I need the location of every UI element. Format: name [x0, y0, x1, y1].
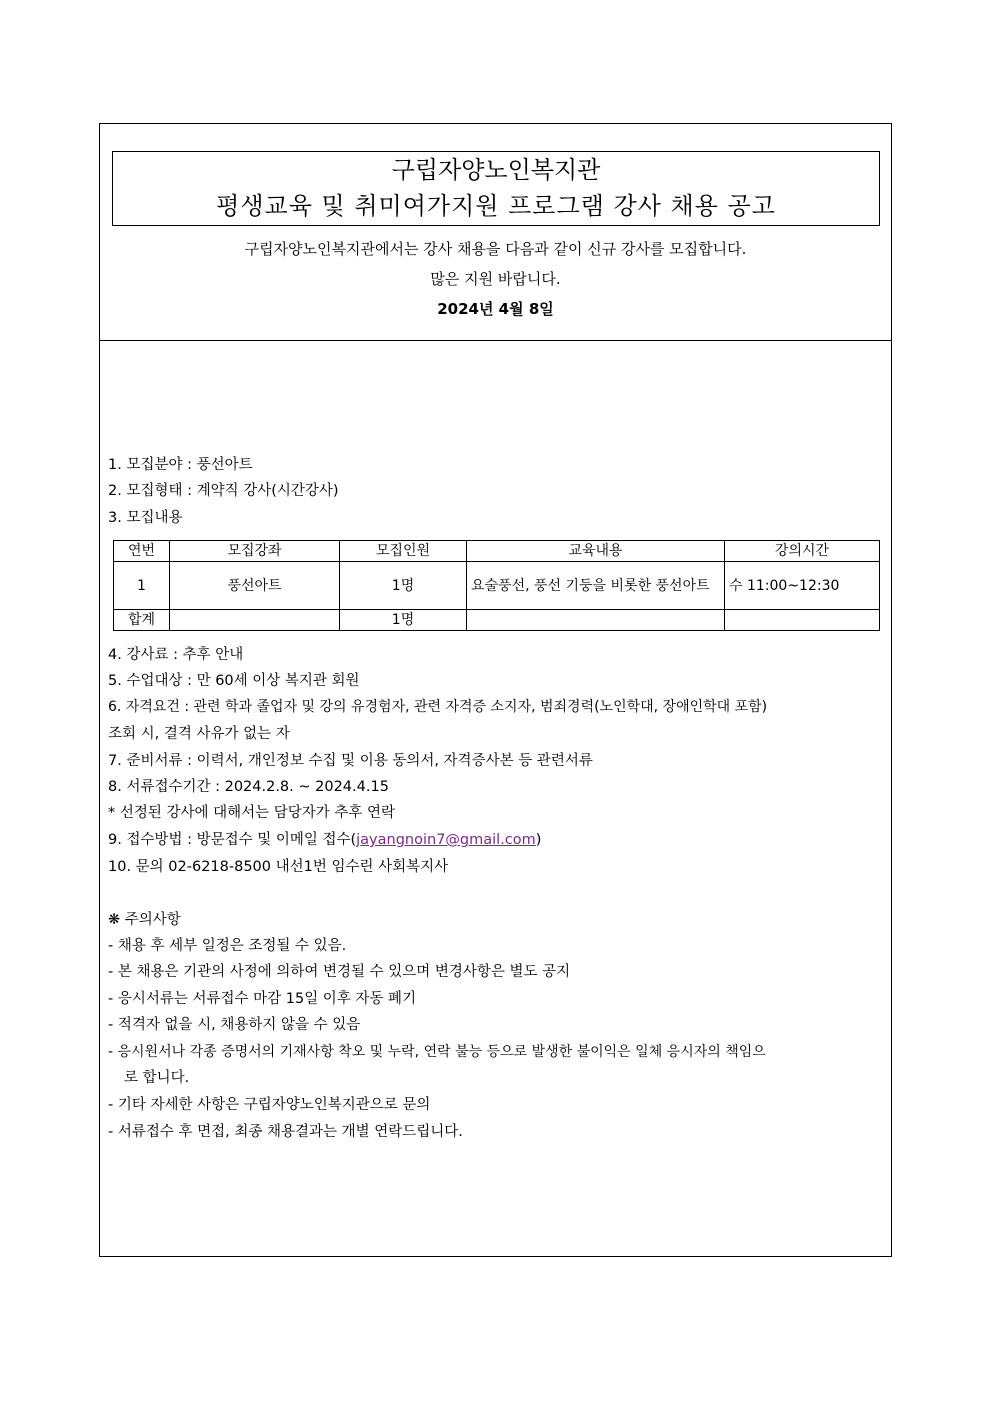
recruit-table: [113, 540, 880, 631]
note-item-cont: 로 합니다.: [124, 1070, 190, 1086]
cell-time: 수 11:00~12:30: [725, 562, 880, 610]
note-item: - 채용 후 세부 일정은 조정될 수 있음.: [108, 938, 347, 954]
notice-title: 평생교육 및 취미여가지원 프로그램 강사 채용 공고: [216, 192, 776, 220]
table-total-row: [114, 610, 880, 631]
note-item: - 본 채용은 기관의 사정에 의하여 변경될 수 있으며 변경사항은 별도 공지: [108, 964, 571, 980]
intro-line-1: 구립자양노인복지관에서는 강사 채용을 다음과 같이 신규 강사를 모집합니다.: [244, 240, 747, 258]
email-link[interactable]: jayangnoin7@gmail.com: [356, 832, 536, 848]
item-contact: 10. 문의 02-6218-8500 내선1번 임수린 사회복지사: [108, 859, 449, 875]
notes-heading: ❋ 주의사항: [108, 912, 181, 928]
table-row: [114, 562, 880, 610]
item-recruit-content: 3. 모집내용: [108, 510, 183, 526]
total-content: [467, 610, 725, 631]
item-target: 5. 수업대상 : 만 60세 이상 복지관 회원: [108, 673, 360, 689]
method-suffix: ): [535, 832, 542, 848]
notice-frame: [99, 123, 892, 1257]
cell-count: 1명: [340, 562, 467, 610]
note-item: - 응시원서나 각종 증명서의 기재사항 착오 및 누락, 연락 불능 등으로 발생한 불이익은 일체 응시자의 책임으: [108, 1044, 766, 1060]
intro-line-2: 많은 지원 바랍니다.: [430, 270, 561, 288]
total-label: 합계: [114, 610, 170, 631]
note-item: - 서류접수 후 면접, 최종 채용결과는 개별 연락드립니다.: [108, 1124, 463, 1140]
header-course: 모집강좌: [170, 541, 340, 562]
item-method: [108, 830, 883, 850]
total-time: [725, 610, 880, 631]
table-header-row: [114, 541, 880, 562]
item-employment-type: 2. 모집형태 : 계약직 강사(시간강사): [108, 483, 339, 499]
item-period: 8. 서류접수기간 : 2024.2.8. ~ 2024.4.15: [108, 779, 389, 795]
cell-no: 1: [114, 562, 170, 610]
note-item: - 적격자 없을 시, 채용하지 않을 수 있음: [108, 1017, 361, 1033]
org-title: 구립자양노인복지관: [391, 156, 601, 184]
item-period-note: * 선정된 강사에 대해서는 담당자가 추후 연락: [108, 805, 396, 821]
item-documents: 7. 준비서류 : 이력서, 개인정보 수집 및 이용 동의서, 자격증사본 등 관련서류: [108, 753, 593, 769]
cell-content: 요술풍선, 풍선 기둥을 비롯한 풍선아트: [467, 562, 725, 610]
item-fee: 4. 강사료 : 추후 안내: [108, 647, 244, 663]
total-count: 1명: [340, 610, 467, 631]
header-time: 강의시간: [725, 541, 880, 562]
method-prefix: 9. 접수방법 : 방문접수 및 이메일 접수(: [108, 832, 357, 848]
item-recruit-field: 1. 모집분야 : 풍선아트: [108, 457, 253, 473]
header-content: 교육내용: [467, 541, 725, 562]
item-qualification-2: 조회 시, 결격 사유가 없는 자: [108, 726, 290, 742]
header-count: 모집인원: [340, 541, 467, 562]
cell-course: 풍선아트: [170, 562, 340, 610]
total-course: [170, 610, 340, 631]
title-box: [112, 151, 880, 226]
notice-date: 2024년 4월 8일: [437, 300, 554, 318]
note-item: - 기타 자세한 사항은 구립자양노인복지관으로 문의: [108, 1097, 431, 1113]
header-no: 연번: [114, 541, 170, 562]
header-section: [100, 124, 891, 341]
item-qualification-1: 6. 자격요건 : 관련 학과 졸업자 및 강의 유경험자, 관련 자격증 소지자, 범죄경력(노인학대, 장애인학대 포함): [108, 699, 768, 715]
note-item: - 응시서류는 서류접수 마감 15일 이후 자동 폐기: [108, 991, 417, 1007]
